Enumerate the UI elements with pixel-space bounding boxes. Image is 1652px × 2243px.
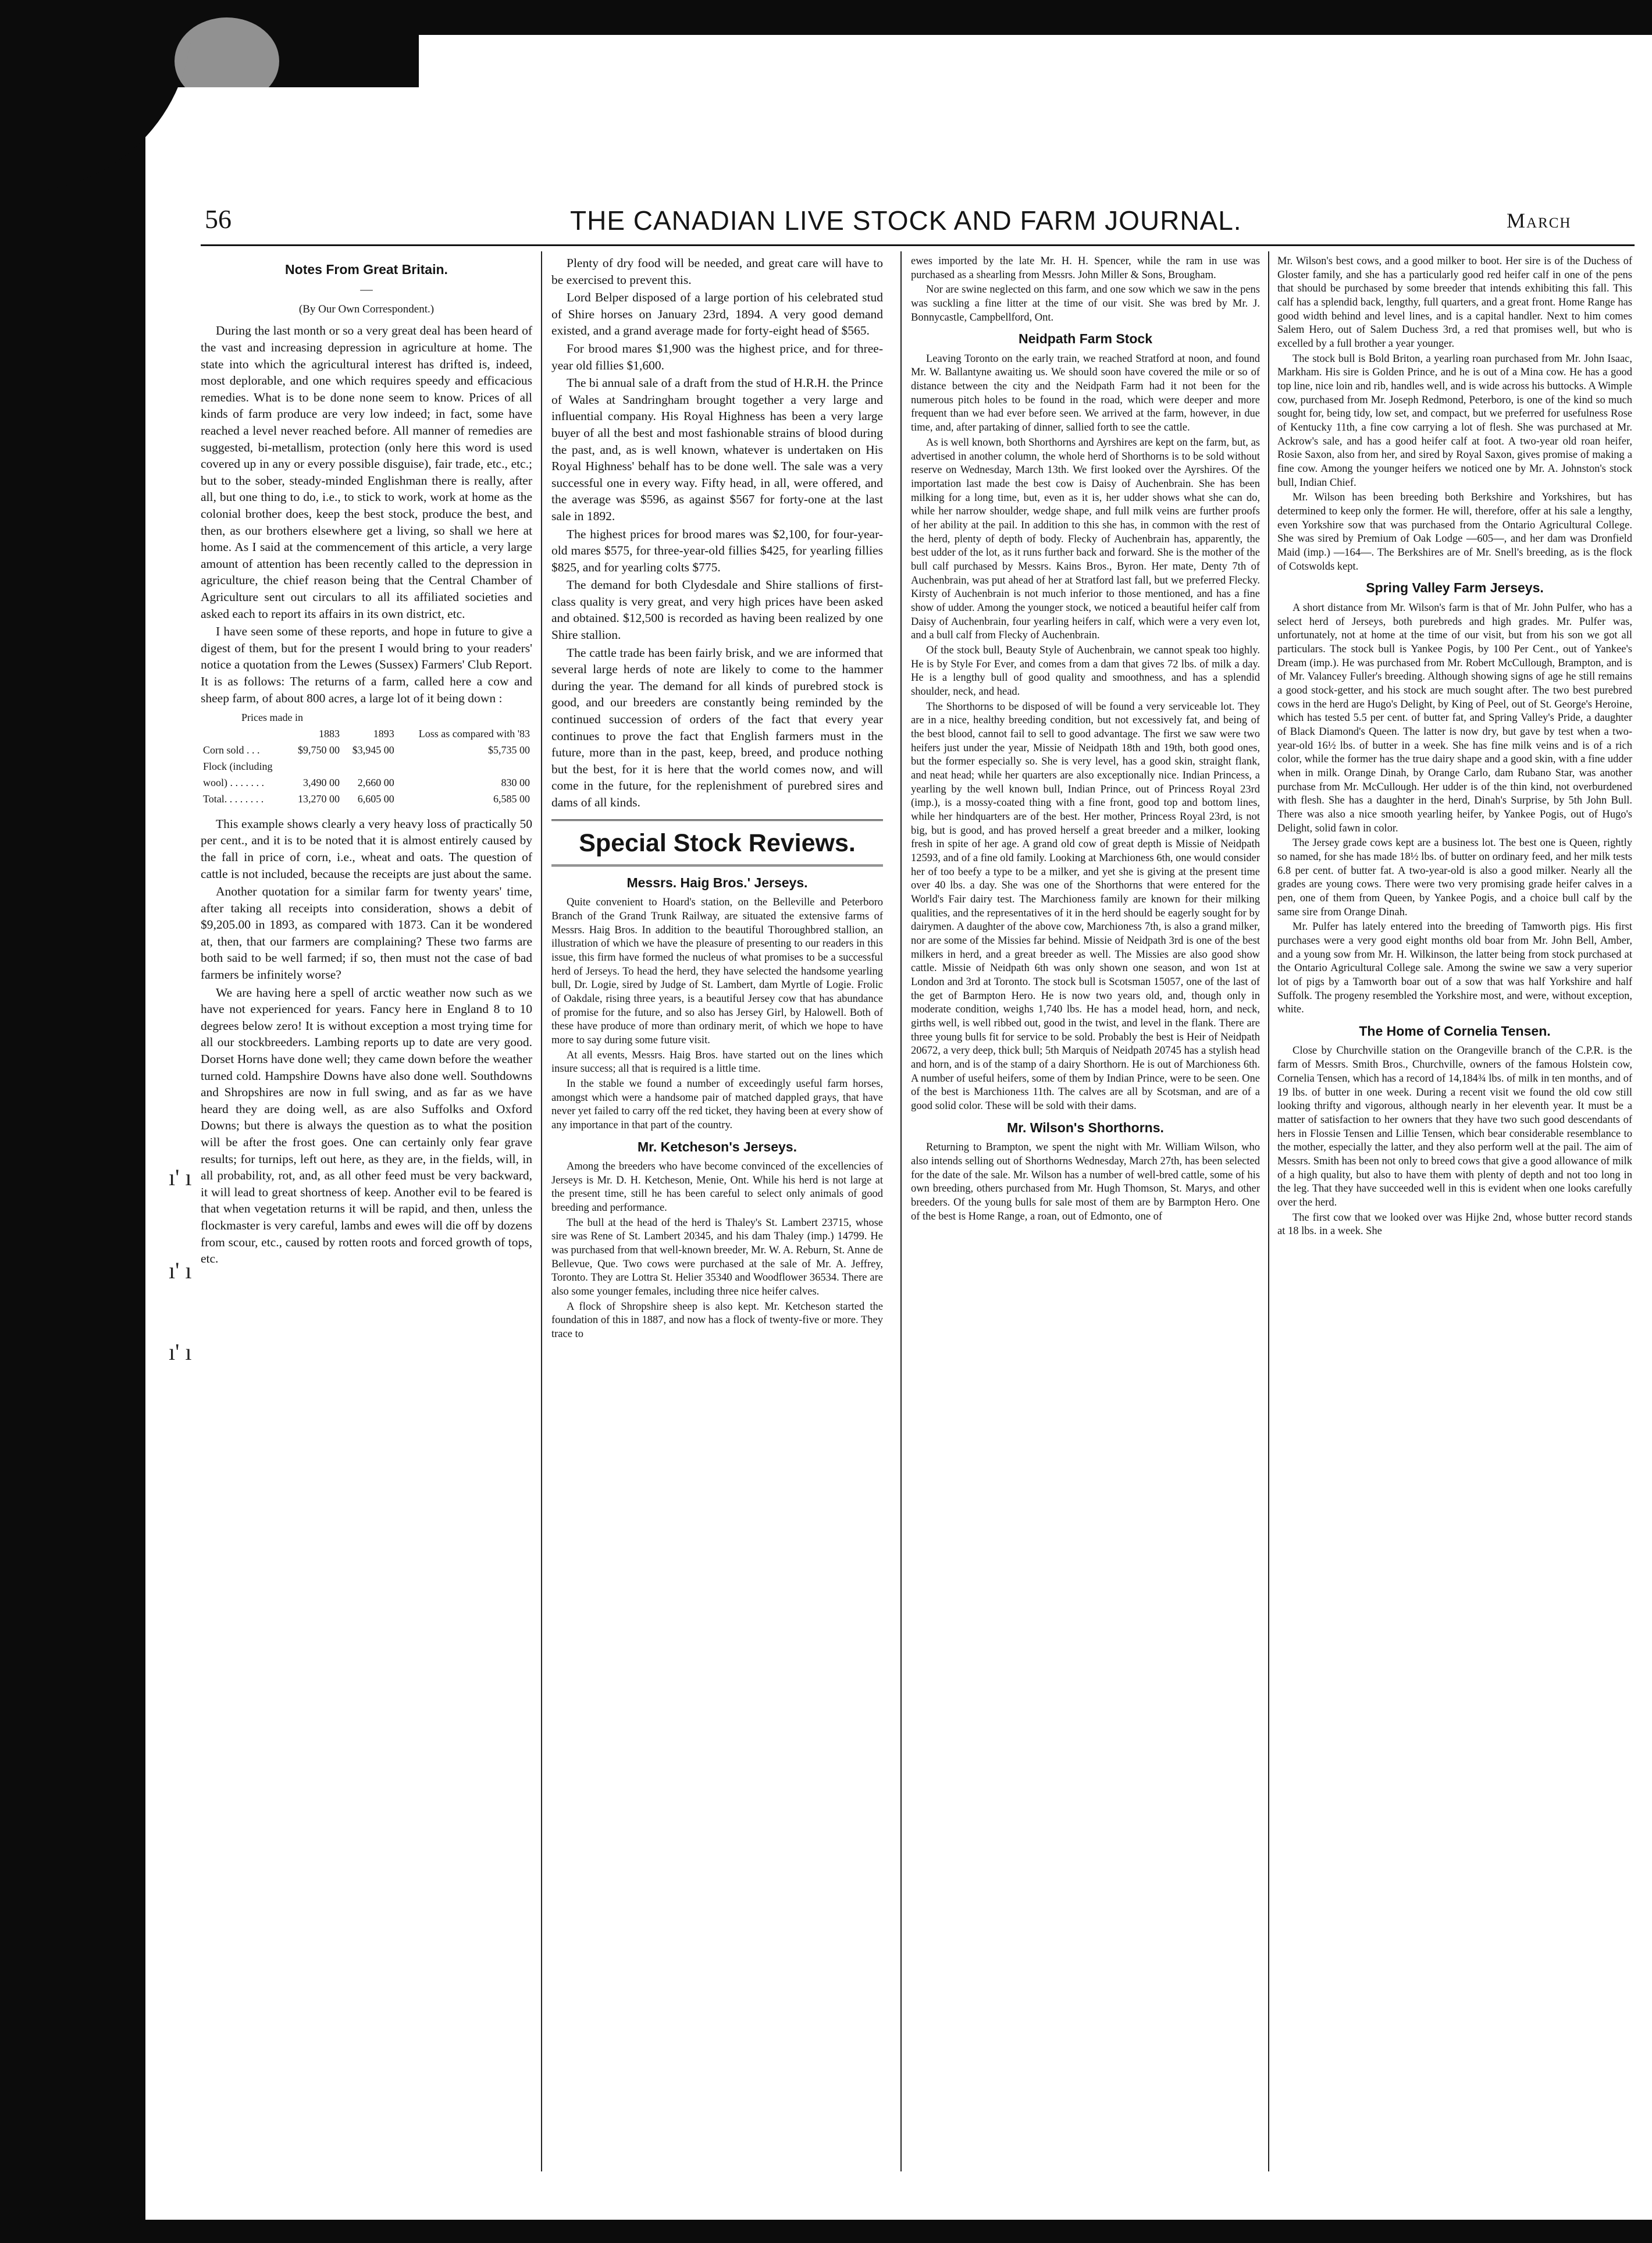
scan-edge-left	[0, 0, 145, 2243]
paragraph: ewes imported by the late Mr. H. H. Spencer, while the ram in use was purchased as a shearling from Messrs. John Miller & Sons, Brougham.	[911, 255, 1260, 281]
table-row	[201, 742, 532, 759]
table-cell	[397, 759, 532, 775]
section-heading: Special Stock Reviews.	[551, 819, 883, 866]
paragraph: The stock bull is Bold Briton, a yearling roan purchased from Mr. John Isaac, Markham. His sire is Golden Prince, and he is out of a Mina cow. He has a good top line, nice loin and rib, handles well, and is wide across his buttocks. A Wimple cow, purchased from Mr. Joseph Redmond, Peterboro, is one of the kind so much sought for, being tidy, low set, and compact, but we preferred for usefulness Rose of Kentucky 11th, a fine cow carrying a lot of flesh. She was purchased at Mr. Ackrow's sale, and has a good heifer calf at foot. A two-year old roan heifer, Rosie Saxon, also from her, and sired by Royal Saxon, gives promise of making a fine cow. Among the younger heifers we noticed one by Mr. A. Johnston's stock bull, Indian Chief.	[1277, 353, 1632, 489]
table-cell: Corn sold . . .	[203, 744, 260, 756]
paragraph: As is well known, both Shorthorns and Ayrshires are kept on the farm, but, as advertised in another column, the whole herd of Shorthorns is to be sold without reserve on Wednesday, March 13th. We first looked over the Ayrshires. Of the importation last made the best cow is Daisy of Auchenbrain. She has been milking for a long time, but, even as it is, her udder shows what she can do, while her narrow shoulder, wedge shape, and full milk veins are further proofs of her ability at the pail. In addition to this she has, in common with the rest of the herd, plenty of depth of body. Flecky of Auchenbrain has, apparently, the best udder of the lot, as it runs further back and forward. She is the mother of the bull calf purchased by Messrs. Kains Bros., Byron. Her mate, Denty 7th of Auchenbrain, was put ahead of her at Stratford last fall, but we preferred Flecky. Kirsty of Auchenbrain is not much inferior to those mentioned, and has a fine show of udder. Among the younger stock, we noticed a beautiful heifer calf from Daisy of Auchenbrain, four yearling heifers in calf, which were a very even lot, and a bull calf from Flecky of Auchenbrain.	[911, 436, 1260, 642]
table-row	[201, 759, 532, 775]
paragraph: During the last month or so a very great deal has been heard of the vast and increasing depression in agriculture at home. The state into which the agricultural interest has drifted is, indeed, most deplorable, and one which requires speedy and efficacious remedies. What is to be done none seem to know. Prices of all kinds of farm produce are very low indeed; in fact, some have reached a level never reached before. All manner of remedies are suggested, bi-metallism, protection (only here this word is used covered up in any or every possible disguise), fair trade, etc., etc.; but to the sober, steady-minded Englishman there is really, after all, but one thing to do, i.e., to stick to work, work at home as the colonial brother does, keep the best stock, produce the best, and then, as our brothers elsewhere get a living, so shall we here at home. As I said at the commencement of this article, a very large amount of attention has been recently called to the depression in agriculture, the chief reason being that the Central Chamber of Agriculture sent out circulars to all its affiliated societies and asked each to report its affairs in its own district, etc.	[201, 324, 532, 621]
margin-mark: ı' ı	[169, 1339, 192, 1365]
paragraph: Leaving Toronto on the early train, we reached Stratford at noon, and found Mr. W. Ballantyne awaiting us. We should soon have covered the mile or so of distance between the city and the Neidpath Farm had it not been for the numerous pitch holes to be found in the road, which were deeper and more frequent than we had ever before seen. We arrived at the farm, however, in due time, and, after partaking of dinner, sallied forth to see the cattle.	[911, 353, 1260, 434]
paragraph: Plenty of dry food will be needed, and great care will have to be exercised to prevent this.	[551, 256, 883, 287]
table-cell: $9,750 00	[298, 744, 340, 756]
paragraph: The first cow that we looked over was Hijke 2nd, whose butter record stands at 18 lbs. in a week. She	[1277, 1211, 1632, 1238]
paragraph: Another quotation for a similar farm for twenty years' time, after taking all receipts into consideration, shows a debit of $9,205.00 in 1893, as compared with 1873. Can it be wondered at, then, that our farmers are complaining? These two farms are both said to be well farmed; if so, then must not the case of bad farmers be infinitely worse?	[201, 884, 532, 982]
scan-edge-bottom	[0, 2220, 1652, 2243]
table-header: 1883	[319, 728, 340, 740]
article-title: Mr. Ketcheson's Jerseys.	[638, 1139, 797, 1154]
table-header: 1893	[373, 728, 394, 740]
byline: (By Our Own Correspondent.)	[298, 303, 435, 316]
column-3	[911, 255, 1260, 2175]
table-cell: 6,585 00	[493, 792, 530, 805]
paragraph: The Jersey grade cows kept are a business lot. The best one is Queen, rightly so named, for she has made 18½ lbs. of butter on ordinary feed, and her milk tests 6.8 per cent. of butter fat. A two-year-old is also a good milker. Nearly all the grades are young cows. There were two very promising grade heifer calves in a pen, one of them from Queen, by Yankee Pogis, and a choice bull calf by the same sire from Orange Dinah.	[1277, 837, 1632, 918]
article-title: Messrs. Haig Bros.' Jerseys.	[626, 875, 808, 890]
table-cell: wool) . . . . . . .	[203, 776, 264, 788]
table-header: Loss as compared with '83	[418, 728, 530, 740]
title-dash: —	[360, 282, 373, 296]
paragraph: Returning to Brampton, we spent the night with Mr. William Wilson, who also intends selling out of Shorthorns Wednesday, March 27th, has been selected for the date of the sale. Mr. Wilson has a number of well-bred cattle, some of his own breeding, others purchased from Mr. Hugh Thomson, St. Marys, and other breeders. Of the young bulls for sale most of them are by Barmpton Hero. One of the best is Home Range, a roan, out of Edmonto, one of	[911, 1142, 1260, 1222]
page-number: 56	[205, 204, 232, 234]
table-cell: 2,660 00	[357, 776, 394, 788]
paragraph: A flock of Shropshire sheep is also kept. Mr. Ketcheson started the foundation of this in 1887, and now has a flock of twenty-five or more. They trace to	[551, 1300, 883, 1341]
table-cell: $5,735 00	[488, 744, 530, 756]
paragraph: The bi annual sale of a draft from the stud of H.R.H. the Prince of Wales at Sandringham brought together a very large and influential company. His Royal Highness has been a very large buyer of all the best and most fashionable strains of blood during the past, and, as is well known, whatever is undertaken on His Royal Highness' behalf has to be done well. The sale was a very successful one in every way. Fifty head, in all, were offered, and the average was $596, as against $567 for forty-one at the last sale in 1892.	[551, 376, 883, 523]
table-cell: Flock (including	[203, 760, 273, 772]
paragraph: Mr. Pulfer has lately entered into the breeding of Tamworth pigs. His first purchases were a very good eight months old boar from Mr. John Bell, Amber, and a young sow from Mr. H. Wilkinson, the latter being from stock purchased at the Ontario Agricultural College sale. Among the swine we saw a very superior lot of pigs by a Tamworth boar out of a sow that was half Yorkshire and half Suffolk. The progeny resembled the Yorkshire most, and were, without exception, white.	[1277, 921, 1632, 1016]
table-cell: 3,490 00	[303, 776, 340, 788]
column-rule	[900, 251, 902, 2171]
table-cell: $3,945 00	[352, 744, 394, 756]
article-title: Spring Valley Farm Jerseys.	[1366, 580, 1544, 596]
header-rule	[201, 244, 1635, 246]
paragraph: The cattle trade has been fairly brisk, and we are informed that several large herds of note are likely to come to the hammer during the year. The demand for all kinds of purebred stock is good, and our breeders are constantly being reminded by the continued succession of orders of the fact that every year continues to prove the fact that English farmers must in the future, more than in the past, keep, breed, and produce nothing but the best, for it is here that the world comes now, and will come in the future, for the replenishment of purebred sires and dams of all kinds.	[551, 645, 883, 809]
paragraph: Quite convenient to Hoard's station, on the Belleville and Peterboro Branch of the Grand Trunk Railway, are situated the extensive farms of Messrs. Haig Bros. In addition to the beautiful Thoroughbred stallion, an illustration of which we have the pleasure of presenting to our readers in this issue, this firm have formed the nucleus of what promises to be a successful herd of Jerseys. To head the herd, they have selected the handsome yearling bull, Dr. Logie, sired by Judge of St. Lambert, dam Myrtle of Logie. Frolic of Oakdale, rising three years, is a beautiful Jersey cow that has abundance of promise for the future, and so also has Jersey Girl, by Halowell. Both of these have produce of more than ordinary merit, of which we hope to have more to say during some future visit.	[551, 897, 883, 1046]
paragraph: A short distance from Mr. Wilson's farm is that of Mr. John Pulfer, who has a select herd of Jerseys, both purebreds and high grades. Mr. Pulfer was, unfortunately, not at home at the time of our visit, but from his son we got all particulars. The stock bull is Yankee Pogis, by 100 Per Cent., out of Yankee's Dream (imp.). He was purchased from Mr. Robert McCullough, Brampton, and is of Mr. Valancey Fuller's breeding. Although showing signs of age he still remains a good stock-getter, and his stock are much sought after. The two best purebred cows in the herd are Hugo's Delight, by King of Peel, out of St. George's Heroine, which has tested 5.5 per cent. of butter fat, and Spring Valley's Pride, a daughter of Black Diamond's Queen. The latter is now dry, but gave by test when a two-year-old 16½ lbs. of butter in a week. She has fine milk veins and is of a rich color, while the former has the true dairy shape and a good skin, with a fine udder when in milk. Orange Dinah, by Orange Carlo, dam Rubano Star, was another purchase from Mr. McCullough. Her udder is of the thin kind, not overburdened with flesh. She has a daughter in the herd, Dinah's Surprise, by 5th John Bull. There was also a nice smooth yearling heifer, by Yankee Pogis, out of Hugo's Delight, solid fawn in color.	[1277, 602, 1632, 834]
paragraph: The highest prices for brood mares was $2,100, for four-year-old mares $575, for three-year-old fillies $425, for yearling fillies $825, and for yearling colts $775.	[551, 527, 883, 574]
paragraph: The demand for both Clydesdale and Shire stallions of first-class quality is very great, and very high prices have been asked and obtained. $12,500 is recorded as having been realized by one Shire stallion.	[551, 578, 883, 642]
column-rule	[1268, 251, 1269, 2171]
column-4	[1277, 255, 1632, 2175]
paragraph: Mr. Wilson has been breeding both Berkshire and Yorkshires, but has determined to keep only the former. He will, therefore, offer at his sale a lengthy, even Yorkshire sow that was purchased from the Ontario Agricultural College. She was sired by Premium of Oak Lodge —605—, and her dam was Dronfield Maid (imp.) —164—. The Berkshires are of Mr. Snell's breeding, as is the flock of Cotswolds kept.	[1277, 492, 1632, 573]
prices-table	[201, 710, 532, 808]
paragraph: I have seen some of these reports, and hope in future to give a digest of them, but for the present I would bring to your readers' notice a quotation from the Lewes (Sussex) Farmers' Club Report. It is as follows: The returns of a farm, called here a cow and sheep farm, of about 800 acres, a large lot of it being down :	[201, 624, 532, 705]
table-cell: Total. . . . . . . .	[203, 792, 264, 805]
paragraph: In the stable we found a number of exceedingly useful farm horses, amongst which were a handsome pair of matched dappled grays, that have never yet failed to carry off the red ticket, they having been at every show of any importance in that part of the country.	[551, 1078, 883, 1131]
paragraph: Of the stock bull, Beauty Style of Auchenbrain, we cannot speak too highly. He is by Style For Ever, and comes from a dam that gives 72 lbs. of milk a day. He is a lengthy bull of good quality and smoothness, and has a splendid shoulder, neck, and head.	[911, 644, 1260, 698]
paragraph: Among the breeders who have become convinced of the excellencies of Jerseys is Mr. D. H. Ketcheson, Menie, Ont. While his herd is not large at the present time, still he has been careful to select only animals of good breeding and performance.	[551, 1161, 883, 1214]
article-title: The Home of Cornelia Tensen.	[1359, 1023, 1551, 1039]
paragraph: The Shorthorns to be disposed of will be found a very serviceable lot. They are in a nice, healthy breeding condition, but not excessively fat, and being of the best blood, cannot fail to sell to good advantage. The first we saw were two heifers just under the year, Missie of Neidpath 18th and 19th, both good ones, but the former especially so. She is very level, has a good skin, straight flank, and neat head; while her quarters are also exceptionally nice. Indian Princess, a yearling by the well known bull, Indian Prince, out of Princess Royal 23rd (imp.), is a mossy-coated thing with a fine front, good top and bottom lines, while her hindquarters are of the best. Her mother, Princess Royal 23rd, is not big, but is good, and has proved herself a great breeder and a milker, looking fresh in spite of her age. A grand old cow of great depth is Missie of Neidpath 12593, and of a fine old family. Looking at Marchioness 6th, one would consider her of too beefy a type to be a milker, and yet she is giving at the present time over 40 lbs. a day. She was one of the Shorthorns that were entered for the World's Fair dairy test. The Marchioness family are known for their milking qualities, and the representatives of it in the herd should be eagerly sought for by dairymen. A daughter of the above cow, Marchioness 7th, is also a grand milker, nor are some of the Missies far behind. Missie of Neidpath 3rd is one of the best milkers in herd, and a great breeder as well. The Missies are also good show cattle. Missie of Neidpath 6th was only shown one season, and won 1st at London and 3rd at Toronto. The stock bull is Scotsman 15057, one of the last of the get of Barmpton Hero. He is now two years old, and, though only in moderate condition, weighs 1,740 lbs. He has a model head, horn, and neck, girths well, is well ribbed out, good in the twist, and level in the flank. There are three young bulls fit for service to be sold. Probably the best is Heir of Neidpath 20672, a very deep, thick bull; 5th Marquis of Neidpath 20745 has a stylish head and horn, and is of the stamp of a dairy Shorthorn. He is out of Marchioness 6th. A number of useful heifers, some of them by Indian Prince, were to be seen. One of the best is Marchioness 11th. The calves are all by Scotsman, and are of a good solid color. These will be sold with their dams.	[911, 701, 1260, 1112]
table-row	[201, 775, 532, 791]
article-title: Mr. Wilson's Shorthorns.	[1007, 1119, 1164, 1135]
table-header-row	[201, 726, 532, 742]
paragraph: At all events, Messrs. Haig Bros. have started out on the lines which insure success; all that is required is a little time.	[551, 1049, 883, 1075]
column-1	[201, 255, 532, 2175]
margin-mark: ı' ı	[169, 1164, 192, 1190]
article-title: Neidpath Farm Stock	[1018, 331, 1153, 347]
paragraph: Mr. Wilson's best cows, and a good milker to boot. Her sire is of the Duchess of Gloster family, and she has a particularly good red heifer calf in one of the pens that should be purchased by some breeder that intends exhibiting this fall. This calf has a splendid back, lengthy, full quarters, and a great front. Home Range has good width behind and level lines, and is a capital handler. Next to him comes Salem Hero, out of Salem Duchess 3rd, a red that promises well, but who is excelled by a full brother a year younger.	[1277, 255, 1632, 350]
table-caption: Prices made in	[241, 712, 303, 724]
table-cell: 830 00	[501, 776, 530, 788]
table-cell	[287, 759, 342, 775]
masthead: THE CANADIAN LIVE STOCK AND FARM JOURNAL.	[570, 205, 1242, 236]
paragraph: We are having here a spell of arctic weather now such as we have not experienced for years. Fancy here in England 8 to 10 degrees below zero! It is without exception a most trying time for all our stockbreeders. Lambing reports up to date are very good. Dorset Horns have done well; they came down before the weather turned cold. Hampshire Downs have also done well. Southdowns and Shropshires are now in full swing, and as far as we have heard they are doing well, as are also Suffolks and Oxford Downs; but there is always the question as to what the position will be after the frost goes. One can certainly only fear grave results; for turnips, left out here, as they are, in the fields, will, in all probability, rot, and, as all other feed must be very backward, it will lead to great shortness of keep. Another evil to be feared is that when vegetation returns it will be rapid, and then, unless the flockmaster is very careful, lambs and ewes will die off by dozens from scour, etc., caused by rotten roots and forced growth of tops, etc.	[201, 985, 532, 1266]
paragraph: Nor are swine neglected on this farm, and one sow which we saw in the pens was suckling a fine litter at the time of our visit. She was bred by Mr. J. Bonnycastle, Campbellford, Ont.	[911, 284, 1260, 324]
reviews-body	[551, 875, 883, 1342]
margin-mark: ı' ı	[169, 1257, 192, 1284]
column-rule	[541, 251, 542, 2171]
article-title: Notes From Great Britain.	[285, 262, 448, 277]
table-header	[201, 726, 287, 742]
table-cell: 13,270 00	[298, 792, 340, 805]
paragraph: For brood mares $1,900 was the highest price, and for three-year old fillies $1,600.	[551, 341, 883, 372]
paragraph: The bull at the head of the herd is Thaley's St. Lambert 23715, whose sire was Rene of St. Lambert 20345, and his dam Thaley (imp.) 14799. He was purchased from that well-known breeder, Mr. W. A. Reburn, St. Anne de Bellevue, Que. Two cows were purchased at the sale of Mr. A. Jeffrey, Toronto. They are Lottra St. Helier 35340 and Woodflower 36534. There are also some younger females, including three nice heifer calves.	[551, 1217, 883, 1298]
issue-month: March	[1507, 209, 1572, 232]
paragraph: Close by Churchville station on the Orangeville branch of the C.P.R. is the farm of Messrs. Smith Bros., Churchville, owners of the famous Holstein cow, Cornelia Tensen, which has a record of 14,184¾ lbs. of milk in ten months, and of 19 lbs. of butter in one week. During a recent visit we found the old cow still looking thrifty and vigorous, although nearly in her eleventh year. It must be a matter of satisfaction to her owners that they have two such good descendants of hers in Flossie Tensen and Lillie Tensen, which bear considerable resemblance to the mother, especially the latter, and they also perform well at the pail. The aim of Messrs. Smith has been not only to breed cows that give a good allowance of milk of a high quality, but also to have them with plenty of depth and not too long in the leg. That they have succeeded well in this is evident when one looks carefully over the herd.	[1277, 1045, 1632, 1208]
paragraph: This example shows clearly a very heavy loss of practically 50 per cent., and it is to be noted that it is almost entirely caused by the fall in price of corn, i.e., wheat and oats. The question of cattle is not included, because the receipts are just about the same.	[201, 816, 532, 881]
paragraph: Lord Belper disposed of a large portion of his celebrated stud of Shire horses on January 23rd, 1894. A very good demand existed, and a grand average made for forty-eight head of $565.	[551, 290, 883, 338]
table-cell	[342, 759, 397, 775]
table-cell: 6,605 00	[357, 792, 394, 805]
column-2	[551, 255, 883, 2175]
scan-smudge	[175, 17, 279, 105]
table-row	[201, 791, 532, 808]
